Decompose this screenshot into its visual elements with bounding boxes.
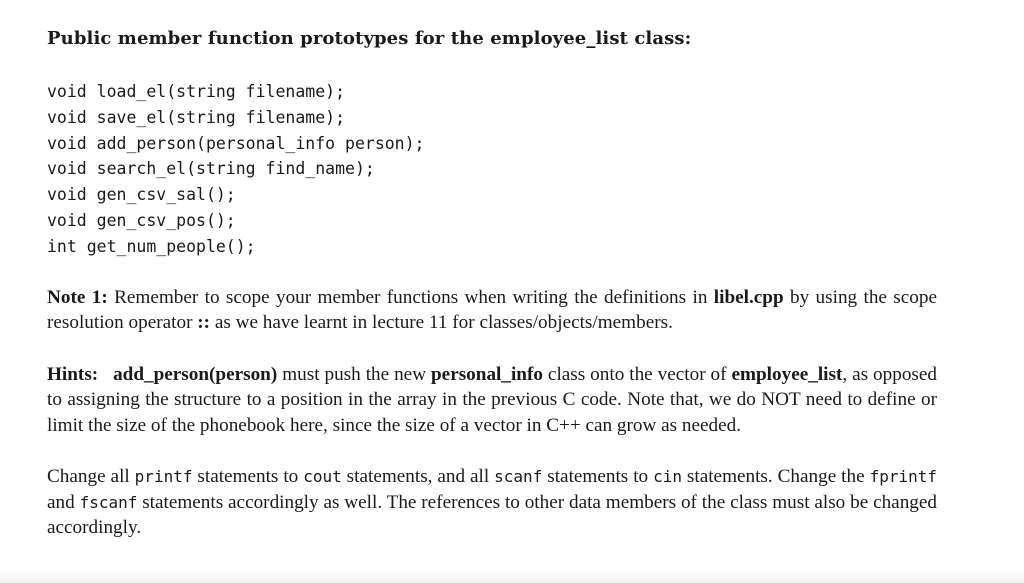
code-block xyxy=(47,79,937,260)
section-heading: Public member function prototypes for the employee_list class: xyxy=(47,28,692,49)
code-term: cout xyxy=(303,467,342,487)
code-term: cin xyxy=(653,467,682,487)
code-line: void load_el(string filename); xyxy=(47,82,346,101)
bottom-shade xyxy=(0,569,1024,583)
note-operator: :: xyxy=(197,312,211,334)
code-line: void add_person(personal_info person); xyxy=(47,133,425,153)
code-term: printf xyxy=(134,467,193,487)
change-paragraph xyxy=(47,464,937,541)
note-text: Remember to scope your member functions when writing the definitions in xyxy=(107,286,714,308)
change-text: statements to xyxy=(542,466,654,488)
code-line: void gen_csv_pos(); xyxy=(47,210,236,230)
note-file: libel.cpp xyxy=(713,286,784,308)
change-text: statements accordingly as well. The references to other data members of the class must also be changed accordingly. xyxy=(47,491,937,539)
note-label: Note 1: xyxy=(47,286,108,308)
code-line: void save_el(string filename); xyxy=(47,107,346,127)
hints-text: class onto the vector of xyxy=(542,363,732,385)
code-line: int get_num_people(); xyxy=(47,236,256,256)
note-paragraph xyxy=(47,285,937,336)
note-text: as we have learnt in lecture 11 for classes/objects/members. xyxy=(210,312,673,334)
hints-text: must push the new xyxy=(277,363,432,385)
change-text: and xyxy=(47,491,80,513)
change-text: Change all xyxy=(47,466,135,488)
hints-class-name: personal_info xyxy=(431,363,543,385)
change-text: statements to xyxy=(192,466,304,488)
code-term: fscanf xyxy=(79,492,138,512)
document-page xyxy=(47,26,937,541)
code-line: void gen_csv_sal(); xyxy=(47,185,236,205)
hints-text: , as opposed to assigning the structure to a position in the array in the previous C code. Note that, we do NOT need to define or limit the size of the phonebook here, since the size of a vector in C++ can grow as needed. xyxy=(47,363,937,436)
hints-function: add_person(person) xyxy=(113,363,278,385)
code-line: void search_el(string find_name); xyxy=(47,159,375,179)
note-text: by using the scope resolution operator xyxy=(47,286,937,334)
change-text: statements. Change the xyxy=(681,466,870,488)
change-text: statements, and all xyxy=(341,466,495,488)
code-term: fprintf xyxy=(869,467,937,487)
hints-list-name: employee_list xyxy=(731,363,843,385)
code-term: scanf xyxy=(494,467,543,487)
hints-label: Hints: xyxy=(47,363,99,385)
hints-paragraph xyxy=(47,362,937,439)
